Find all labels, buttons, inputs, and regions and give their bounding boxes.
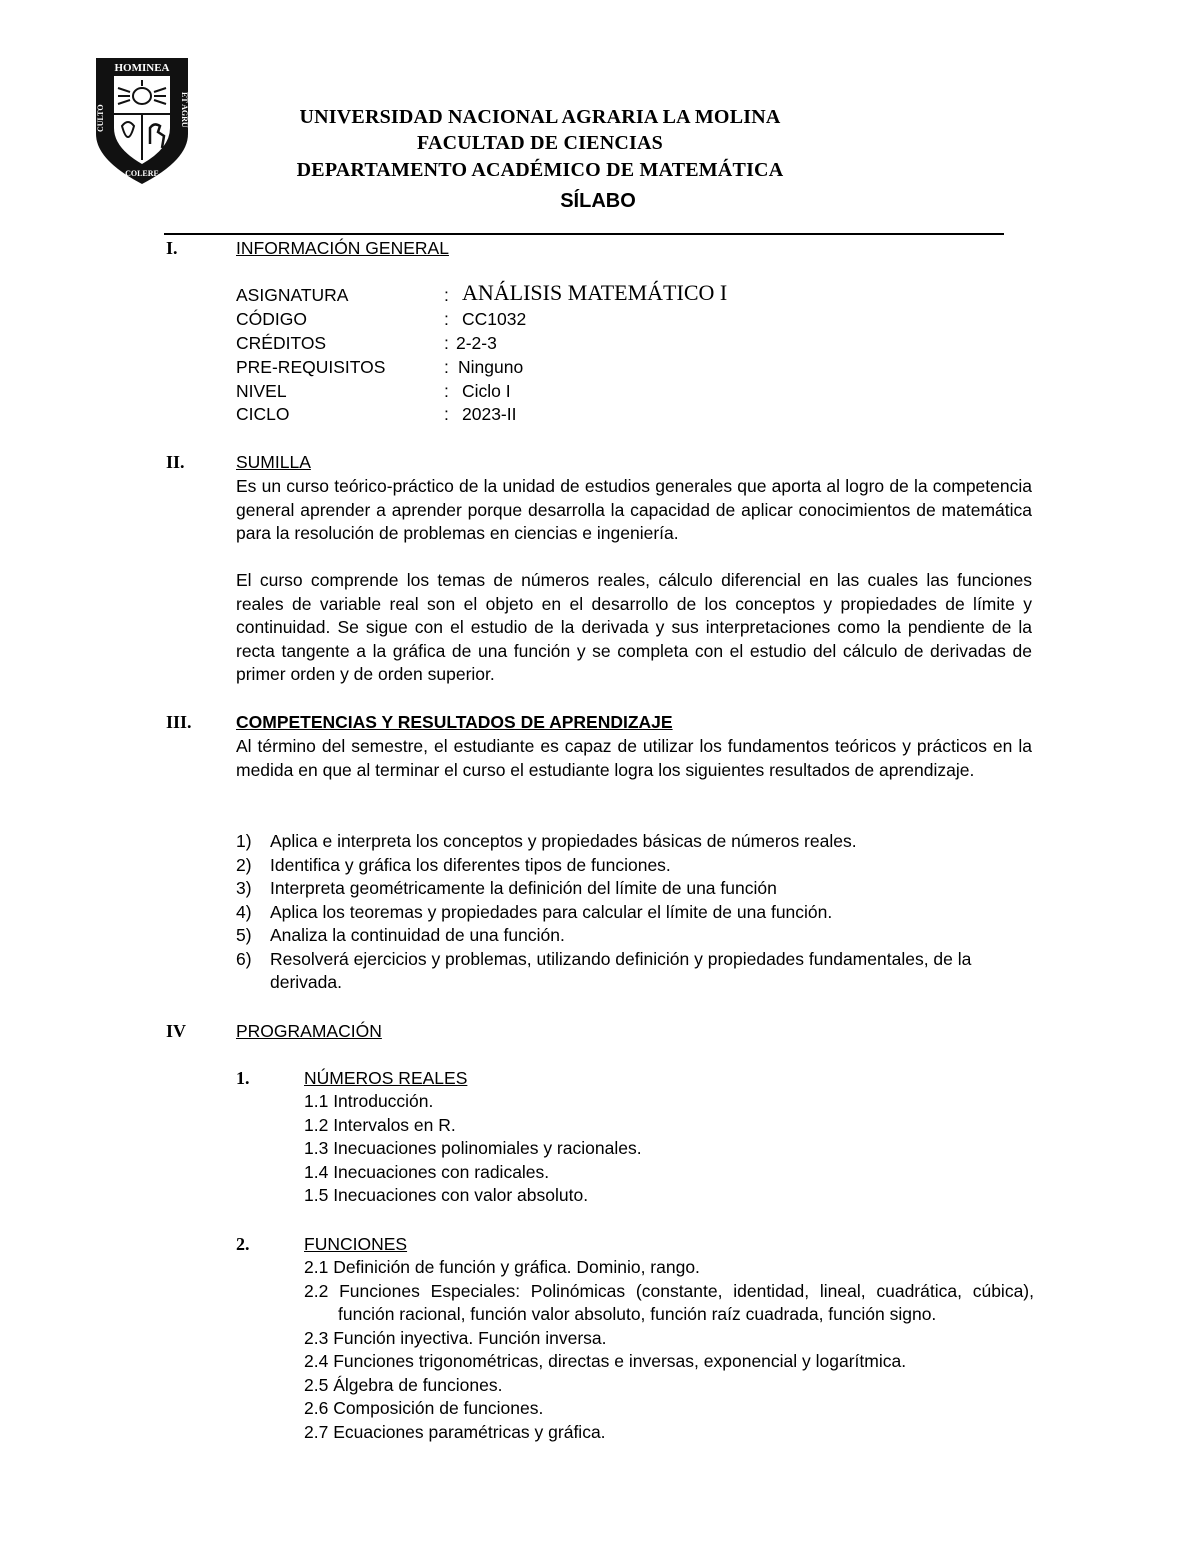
faculty-name: FACULTAD DE CIENCIAS	[417, 132, 663, 154]
list-item: 2.6 Composición de funciones.	[304, 1398, 544, 1418]
list-item: 2.7 Ecuaciones paramétricas y gráfica.	[304, 1421, 606, 1442]
unit-1-topics	[304, 1090, 1034, 1208]
info-value: CC1032	[462, 309, 527, 329]
info-colon: :	[444, 404, 449, 424]
paragraph-text: Es un curso teórico-práctico de la unidad de estudios generales que aporta al logro de la competencia general aprender a aprender porque desarrolla la capacidad de aplicar conocimientos de matemática para la resolución de problemas en ciencias e ingeniería.	[236, 476, 1032, 543]
info-value: 2023-II	[462, 404, 517, 424]
document-title: SÍLABO	[560, 190, 636, 212]
list-item: 1.2 Intervalos en R.	[304, 1114, 456, 1135]
list-item: 2.1 Definición de función y gráfica. Dominio, rango.	[304, 1257, 700, 1277]
list-item: 1) Aplica e interpreta los conceptos y propiedades básicas de números reales.	[236, 831, 857, 851]
info-value: 2-2-3	[456, 333, 497, 353]
info-colon: :	[444, 381, 449, 401]
list-item: 4) Aplica los teoremas y propiedades para calcular el límite de una función.	[236, 901, 833, 922]
list-item: 1.4 Inecuaciones con radicales.	[304, 1161, 550, 1182]
info-label: PRE-REQUISITOS	[236, 357, 386, 377]
section-3-number: III.	[166, 712, 192, 732]
sumilla-paragraph-1	[236, 475, 1032, 546]
info-value: Ninguno	[458, 357, 524, 377]
list-item: 1.1 Introducción.	[304, 1091, 434, 1111]
svg-text:HOMINEA: HOMINEA	[114, 62, 170, 74]
list-item: 6) Resolverá ejercicios y problemas, utilizando definición y propiedades fundamentales, de la derivada.	[236, 948, 972, 992]
list-item: 3) Interpreta geométricamente la definición del límite de una función	[236, 878, 777, 898]
section-4-title: PROGRAMACIÓN	[236, 1021, 382, 1041]
svg-text:COLERE: COLERE	[125, 169, 159, 178]
unit-1-title: NÚMEROS REALES	[304, 1068, 468, 1088]
list-item: 2.5 Álgebra de funciones.	[304, 1374, 503, 1395]
header-divider	[164, 233, 1004, 235]
info-colon: :	[444, 285, 449, 305]
paragraph-text: El curso comprende los temas de números reales, cálculo diferencial en las cuales las funciones reales de variable real son el objeto en el desarrollo de los conceptos y propiedades de límite y continuidad. Se sigue con el estudio de la derivada y sus interpretaciones como la pendiente de la recta tangente a la gráfica de una función y se completa con el estudio del cálculo de derivadas de primer orden y de orden superior.	[236, 570, 1032, 684]
info-label: CÓDIGO	[236, 309, 307, 329]
department-name: DEPARTAMENTO ACADÉMICO DE MATEMÁTICA	[296, 159, 784, 181]
list-item: 2.2 Funciones Especiales: Polinómicas (constante, identidad, lineal, cuadrática, cúbica), función racional, función valor absoluto, función raíz cuadrada, función signo.	[304, 1280, 1034, 1324]
info-label: CICLO	[236, 404, 290, 424]
section-1-number: I.	[166, 238, 178, 258]
info-colon: :	[444, 357, 449, 377]
unit-2-number: 2.	[236, 1234, 250, 1254]
learning-outcomes-list	[236, 830, 1036, 995]
info-value: ANÁLISIS MATEMÁTICO I	[462, 280, 728, 305]
info-label: NIVEL	[236, 381, 287, 401]
unit-1-number: 1.	[236, 1068, 250, 1088]
university-name: UNIVERSIDAD NACIONAL AGRARIA LA MOLINA	[299, 106, 781, 128]
info-value: Ciclo I	[462, 381, 511, 401]
unit-2-topics	[304, 1256, 1034, 1444]
info-label: CRÉDITOS	[236, 333, 327, 353]
sumilla-paragraph-2	[236, 569, 1032, 687]
section-3-title: COMPETENCIAS Y RESULTADOS DE APRENDIZAJE	[236, 712, 673, 732]
section-2-number: II.	[166, 452, 185, 472]
info-colon: :	[444, 309, 449, 329]
list-item: 5) Analiza la continuidad de una función.	[236, 925, 565, 945]
list-item: 1.3 Inecuaciones polinomiales y racionales.	[304, 1138, 642, 1158]
list-item: 2.3 Función inyectiva. Función inversa.	[304, 1327, 607, 1348]
competencias-intro	[236, 735, 1032, 782]
unit-2-title: FUNCIONES	[304, 1234, 408, 1254]
svg-text:CULTO: CULTO	[96, 104, 105, 132]
section-4-number: IV	[166, 1021, 187, 1041]
list-item: 2.4 Funciones trigonométricas, directas e inversas, exponencial y logarítmica.	[304, 1351, 907, 1371]
svg-text:ET AGRU: ET AGRU	[180, 92, 189, 128]
list-item: 1.5 Inecuaciones con valor absoluto.	[304, 1185, 589, 1205]
info-colon: :	[444, 333, 449, 353]
info-label: ASIGNATURA	[236, 285, 349, 305]
section-2-title: SUMILLA	[236, 452, 311, 472]
paragraph-text: Al término del semestre, el estudiante es capaz de utilizar los fundamentos teóricos y prácticos en la medida en que al terminar el curso el estudiante logra los siguientes resultados de aprendizaje.	[236, 736, 1032, 780]
list-item: 2) Identifica y gráfica los diferentes tipos de funciones.	[236, 854, 671, 875]
section-1-title: INFORMACIÓN GENERAL	[236, 238, 449, 258]
